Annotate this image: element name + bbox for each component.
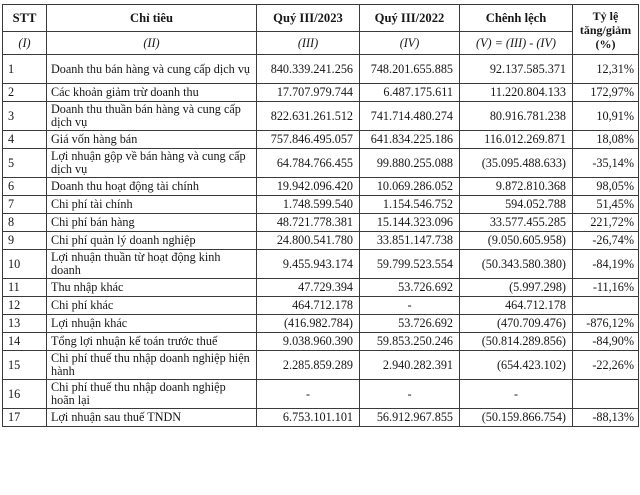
row-label: Lợi nhuận thuần từ hoạt động kinh doanh [47,250,257,279]
row-q2022: 53.726.692 [360,315,460,333]
row-q2022: - [360,380,460,409]
row-diff: 116.012.269.871 [460,131,573,149]
row-pct: -876,12% [573,315,639,333]
row-stt: 12 [3,297,47,315]
table-row [3,55,639,84]
table-row [3,102,639,131]
row-q2022: 59.799.523.554 [360,250,460,279]
row-stt: 17 [3,409,47,427]
row-stt: 15 [3,351,47,380]
table-row [3,315,639,333]
row-diff: (50.343.580.380) [460,250,573,279]
subheader-chi-tieu: (II) [47,32,257,55]
row-q2022: 741.714.480.274 [360,102,460,131]
row-diff: 33.577.455.285 [460,214,573,232]
header-chi-tieu: Chỉ tiêu [47,5,257,32]
row-q2023: 6.753.101.101 [257,409,360,427]
row-diff: (470.709.476) [460,315,573,333]
row-stt: 4 [3,131,47,149]
row-stt: 11 [3,279,47,297]
row-diff: (50.159.866.754) [460,409,573,427]
row-stt: 3 [3,102,47,131]
header-ty-le [573,5,639,55]
row-q2023: 464.712.178 [257,297,360,315]
table-row [3,232,639,250]
header-q2022: Quý III/2022 [360,5,460,32]
row-pct: -84,90% [573,333,639,351]
row-q2023: 24.800.541.780 [257,232,360,250]
row-q2023: 47.729.394 [257,279,360,297]
row-pct: -22,26% [573,351,639,380]
table-row [3,196,639,214]
row-q2023: 822.631.261.512 [257,102,360,131]
row-label: Chi phí quản lý doanh nghiệp [47,232,257,250]
row-q2023: (416.982.784) [257,315,360,333]
row-q2023: 9.038.960.390 [257,333,360,351]
row-stt: 8 [3,214,47,232]
row-label: Chi phí bán hàng [47,214,257,232]
row-pct: 172,97% [573,84,639,102]
row-pct: 98,05% [573,178,639,196]
row-q2022: 33.851.147.738 [360,232,460,250]
row-q2022: 748.201.655.885 [360,55,460,84]
table-row [3,149,639,178]
row-label: Chi phí thuế thu nhập doanh nghiệp hiện hành [47,351,257,380]
row-stt: 2 [3,84,47,102]
row-q2022: 1.154.546.752 [360,196,460,214]
row-label: Tổng lợi nhuận kế toán trước thuế [47,333,257,351]
row-label: Lợi nhuận khác [47,315,257,333]
header-stt: STT [3,5,47,32]
row-diff: (654.423.102) [460,351,573,380]
row-stt: 16 [3,380,47,409]
row-label: Chi phí khác [47,297,257,315]
row-pct: 12,31% [573,55,639,84]
row-q2023: 840.339.241.256 [257,55,360,84]
table-row [3,84,639,102]
header-q2023: Quý III/2023 [257,5,360,32]
row-q2022: 99.880.255.088 [360,149,460,178]
subheader-stt: (I) [3,32,47,55]
row-diff: 594.052.788 [460,196,573,214]
header-ty-le-text: Tỷ lệ tăng/giảm (%) [579,8,632,51]
row-q2022: - [360,297,460,315]
row-q2023: 64.784.766.455 [257,149,360,178]
row-stt: 6 [3,178,47,196]
header-row [3,5,639,32]
row-q2022: 2.940.282.391 [360,351,460,380]
table-row [3,131,639,149]
row-q2023: 2.285.859.289 [257,351,360,380]
row-diff: 9.872.810.368 [460,178,573,196]
row-label: Lợi nhuận sau thuế TNDN [47,409,257,427]
row-q2022: 15.144.323.096 [360,214,460,232]
row-label: Doanh thu thuần bán hàng và cung cấp dịch vụ [47,102,257,131]
subheader-row [3,32,639,55]
subheader-chenh-lech: (V) = (III) - (IV) [460,32,573,55]
row-pct: 51,45% [573,196,639,214]
table-row [3,409,639,427]
row-q2022: 56.912.967.855 [360,409,460,427]
row-stt: 5 [3,149,47,178]
row-q2022: 53.726.692 [360,279,460,297]
table-row [3,297,639,315]
row-label: Doanh thu bán hàng và cung cấp dịch vụ [47,55,257,84]
table-row [3,250,639,279]
row-diff: 92.137.585.371 [460,55,573,84]
row-stt: 9 [3,232,47,250]
row-q2023: 17.707.979.744 [257,84,360,102]
table-row [3,333,639,351]
row-q2022: 59.853.250.246 [360,333,460,351]
financial-results-table [2,4,639,427]
row-label: Giá vốn hàng bán [47,131,257,149]
row-stt: 1 [3,55,47,84]
row-q2023: 1.748.599.540 [257,196,360,214]
row-label: Thu nhập khác [47,279,257,297]
row-pct: -88,13% [573,409,639,427]
row-pct [573,380,639,409]
row-q2023: 9.455.943.174 [257,250,360,279]
row-label: Chi phí thuế thu nhập doanh nghiệp hoãn lại [47,380,257,409]
row-pct: -11,16% [573,279,639,297]
row-pct: -84,19% [573,250,639,279]
header-chenh-lech: Chênh lệch [460,5,573,32]
row-stt: 10 [3,250,47,279]
row-pct: 221,72% [573,214,639,232]
row-pct: -35,14% [573,149,639,178]
row-q2022: 6.487.175.611 [360,84,460,102]
row-diff: 11.220.804.133 [460,84,573,102]
subheader-q2022: (IV) [360,32,460,55]
table-row [3,178,639,196]
table-body [3,55,639,427]
row-label: Doanh thu hoạt động tài chính [47,178,257,196]
row-diff: 464.712.178 [460,297,573,315]
table-row [3,214,639,232]
row-diff: - [460,380,573,409]
row-q2022: 641.834.225.186 [360,131,460,149]
row-diff: (50.814.289.856) [460,333,573,351]
row-q2023: 48.721.778.381 [257,214,360,232]
table-row [3,380,639,409]
row-stt: 7 [3,196,47,214]
row-pct: 10,91% [573,102,639,131]
row-pct: -26,74% [573,232,639,250]
row-stt: 13 [3,315,47,333]
row-pct [573,297,639,315]
table-row [3,351,639,380]
row-label: Chi phí tài chính [47,196,257,214]
row-stt: 14 [3,333,47,351]
row-diff: (35.095.488.633) [460,149,573,178]
row-q2022: 10.069.286.052 [360,178,460,196]
table-row [3,279,639,297]
row-label: Các khoản giảm trừ doanh thu [47,84,257,102]
row-pct: 18,08% [573,131,639,149]
row-q2023: 19.942.096.420 [257,178,360,196]
row-diff: (5.997.298) [460,279,573,297]
row-q2023: 757.846.495.057 [257,131,360,149]
row-diff: 80.916.781.238 [460,102,573,131]
row-label: Lợi nhuận gộp về bán hàng và cung cấp dịch vụ [47,149,257,178]
row-q2023: - [257,380,360,409]
subheader-q2023: (III) [257,32,360,55]
row-diff: (9.050.605.958) [460,232,573,250]
